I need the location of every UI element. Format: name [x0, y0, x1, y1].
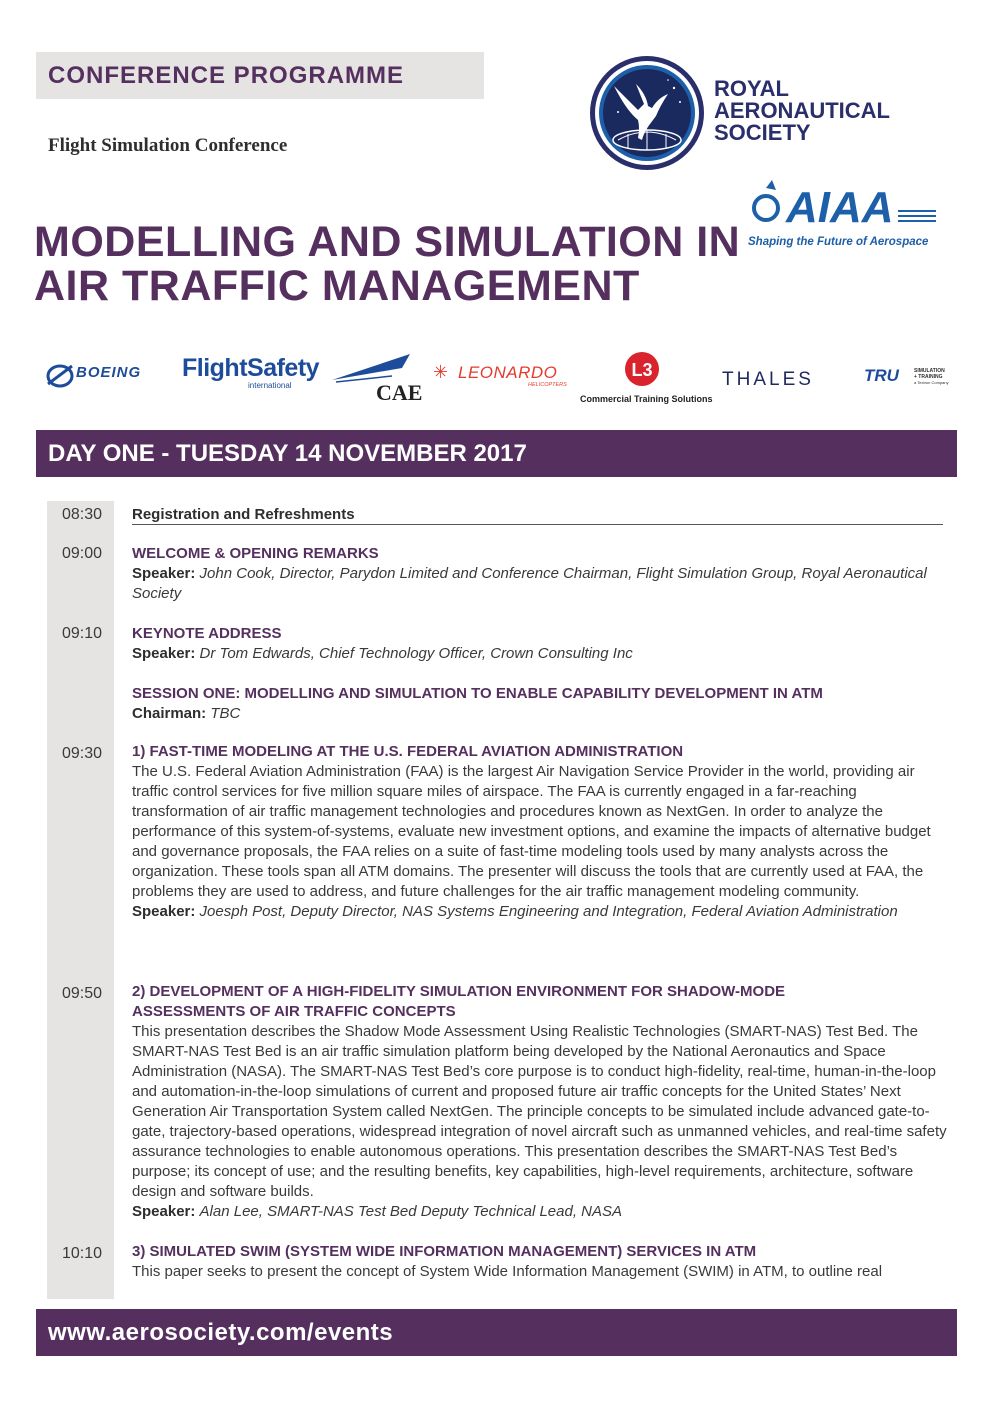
time-slot: 09:50: [61, 985, 103, 1002]
talk-1-abstract: The U.S. Federal Aviation Administration (FAA) is the largest Air Navigation Service Provider in the world, providing air traffic control services for five million square miles of airspace. The FAA is currently engaged in a far-reaching transformation of air traffic management technologies and procedures known as NextGen. In order to analyze the performance of this system-of-systems, evaluate new investment options, and examine the impacts of alternative budget and governance proposals, the FAA relies on a suite of fast-time modeling tools used by many analysts across the organization. These tools span all ATM domains. The presenter will discuss the tools that are currently used at FAA, the problems they are used to address, and future challenges for the air traffic management modeling community.: [132, 763, 931, 900]
chairman-label: Chairman:: [132, 705, 207, 722]
speaker-name: John Cook, Director, Parydon Limited and Conference Chairman, Flight Simulation Group, Royal Aeronautical Society: [132, 565, 927, 602]
footer-url-link[interactable]: www.aerosociety.com/events: [48, 1319, 394, 1346]
talk-2: [132, 982, 947, 1222]
speaker-label: Speaker:: [132, 903, 196, 920]
flightsafety-wordmark: FlightSafety: [182, 354, 320, 382]
page-title-line-1: MODELLING AND SIMULATION IN: [34, 218, 741, 266]
divider: [132, 524, 943, 525]
time-slot: 10:10: [61, 1245, 103, 1262]
talk-1-title: 1) FAST-TIME MODELING AT THE U.S. FEDERAL AVIATION ADMINISTRATION: [132, 743, 684, 760]
tru-subtitle: [914, 368, 949, 386]
leonardo-subtitle: HELICOPTERS: [528, 382, 567, 388]
leonardo-star-icon: ✳: [433, 362, 449, 382]
day-banner-label: DAY ONE - TUESDAY 14 NOVEMBER 2017: [48, 440, 527, 467]
registration-title: Registration and Refreshments: [132, 506, 355, 523]
talk-1-speaker: [132, 902, 947, 922]
tru-subtitle-line-2: + TRAINING: [914, 374, 943, 380]
speaker-label: Speaker:: [132, 645, 196, 662]
talk-3-abstract: This paper seeks to present the concept of System Wide Information Management (SWIM) in ATM, to outline real: [132, 1263, 883, 1280]
registration-item: [132, 505, 947, 525]
talk-1: [132, 742, 947, 922]
talk-2-speaker: [132, 1202, 947, 1222]
leonardo-wordmark: LEONARDO: [458, 363, 558, 382]
talk-2-title: 2) DEVELOPMENT OF A HIGH-FIDELITY SIMULATION ENVIRONMENT FOR SHADOW-MODE ASSESSMENTS OF AIR TRAFFIC CONCEPTS: [132, 983, 786, 1020]
page-title-line-2: AIR TRAFFIC MANAGEMENT: [34, 262, 640, 310]
keynote-speaker: [132, 644, 947, 664]
tru-wordmark: TRU: [864, 366, 899, 385]
l3-wordmark: L3: [631, 360, 653, 380]
ras-wordmark: [714, 78, 890, 144]
speaker-name: Joesph Post, Deputy Director, NAS Systems Engineering and Integration, Federal Aviation Administration: [199, 903, 898, 920]
ras-wordmark-line-1: ROYAL: [714, 76, 789, 101]
speaker-label: Speaker:: [132, 565, 196, 582]
page-title: [34, 220, 754, 308]
time-slot: 08:30: [61, 506, 103, 523]
boeing-wordmark: BOEING: [76, 364, 142, 381]
speaker-name: Alan Lee, SMART-NAS Test Bed Deputy Technical Lead, NASA: [199, 1203, 623, 1220]
ras-wordmark-line-2: AERONAUTICAL: [714, 98, 890, 123]
keynote-item: [132, 624, 947, 664]
programme-badge-label: CONFERENCE PROGRAMME: [48, 62, 405, 89]
speaker-name: Dr Tom Edwards, Chief Technology Officer, Crown Consulting Inc: [199, 645, 633, 662]
welcome-item: [132, 544, 947, 604]
session-one-chairman: [132, 704, 947, 724]
ras-eagle-seal-icon: [588, 54, 706, 172]
time-column: [47, 501, 114, 1299]
welcome-speaker: [132, 564, 947, 604]
aiaa-logo-icon: [748, 180, 938, 230]
thales-wordmark: THALES: [722, 369, 814, 390]
welcome-title: WELCOME & OPENING REMARKS: [132, 545, 379, 562]
talk-3-title: 3) SIMULATED SWIM (SYSTEM WIDE INFORMATION MANAGEMENT) SERVICES IN ATM: [132, 1243, 757, 1260]
flightsafety-subtitle: international: [248, 381, 292, 390]
chairman-name: TBC: [210, 705, 241, 722]
talk-3: [132, 1242, 947, 1282]
session-one-title: SESSION ONE: MODELLING AND SIMULATION TO ENABLE CAPABILITY DEVELOPMENT IN ATM: [132, 685, 823, 702]
talk-2-abstract: This presentation describes the Shadow Mode Assessment Using Realistic Technologies (SMART-NAS) Test Bed. The SMART-NAS Test Bed is an air traffic simulation platform being developed by the National Aeronautics and Space Administration (NASA). The SMART-NAS Test Bed’s core purpose is to conduct high-fidelity, real-time, human-in-the-loop and automation-in-the-loop simulations of current and proposed future air traffic concepts for the United States’ Next Generation Air Transportation System called NextGen. The principle concepts to be simulated include advanced gate-to-gate, trajectory-based operations, widespread integration of novel aircraft such as unmanned vehicles, and real-time safety assurance technologies to enable autonomous operations. This presentation describes the SMART-NAS Test Bed’s purpose; its concept of use; and the resulting benefits, key capabilities, high-level requirements, architecture, software design and software builds.: [132, 1023, 947, 1200]
speaker-label: Speaker:: [132, 1203, 196, 1220]
time-slot: 09:00: [61, 545, 103, 562]
time-slot: 09:30: [61, 745, 103, 762]
aiaa-wordmark: AIAA: [786, 183, 894, 230]
conference-name: Flight Simulation Conference: [48, 135, 288, 156]
ras-wordmark-line-3: SOCIETY: [714, 120, 811, 145]
tru-subtitle-line-3: a Textron Company: [914, 380, 949, 385]
time-slot: 09:10: [61, 625, 103, 642]
l3-caption: Commercial Training Solutions: [580, 394, 713, 404]
session-one: [132, 684, 947, 724]
l3-logo-icon: [624, 351, 660, 387]
keynote-title: KEYNOTE ADDRESS: [132, 625, 282, 642]
cae-wordmark: CAE: [376, 380, 423, 405]
tru-subtitle-line-1: SIMULATION: [914, 368, 945, 374]
aiaa-tagline: Shaping the Future of Aerospace: [748, 236, 929, 248]
